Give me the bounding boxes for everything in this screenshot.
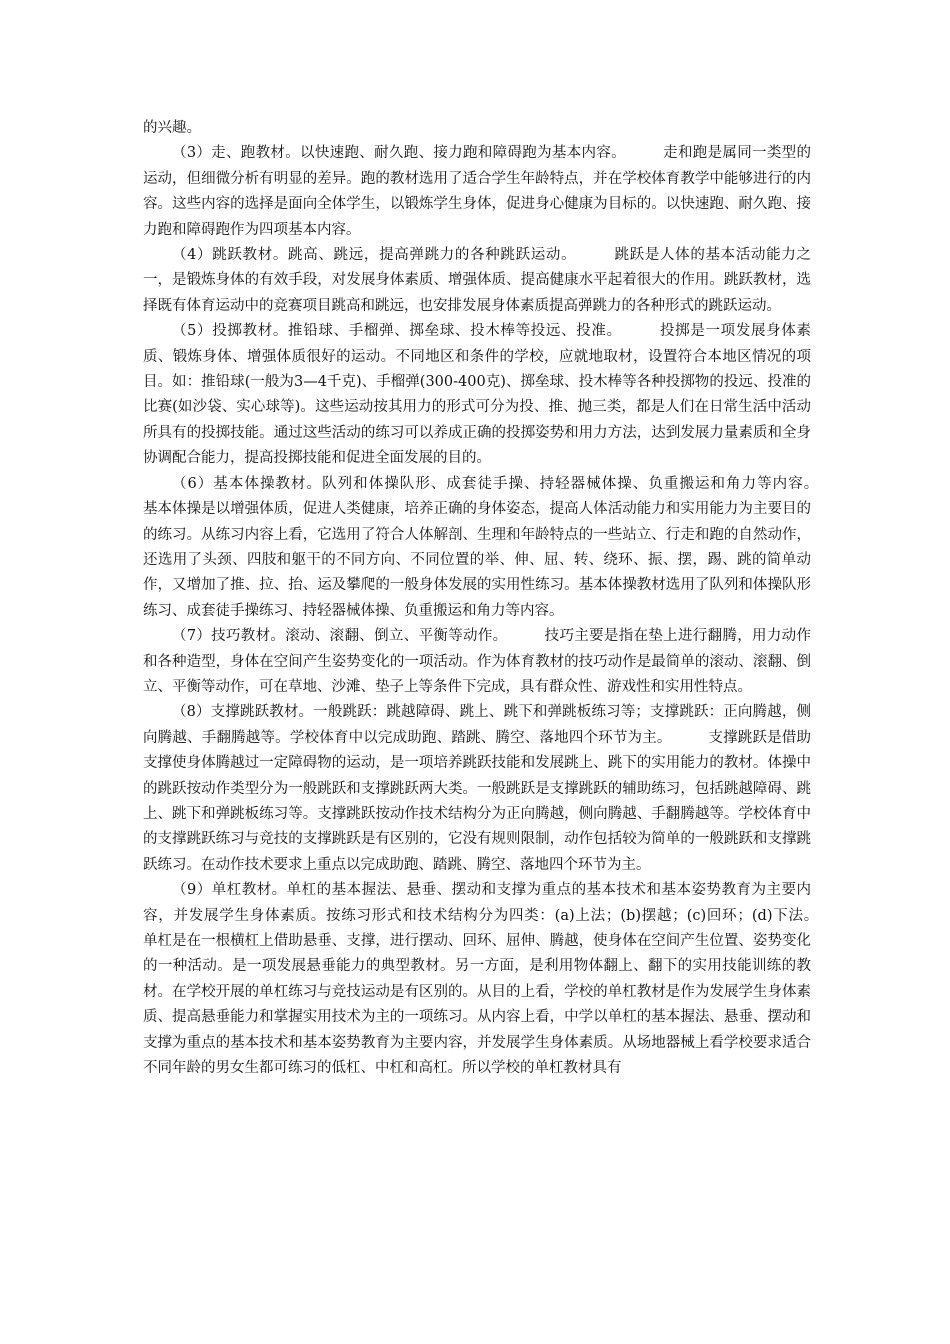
paragraph-horizontal-bar: （9）单杠教材。单杠的基本握法、悬垂、摆动和支撑为重点的基本技术和基本姿势教育为主要内容，并发展学生身体素质。按练习形式和技术结构分为四类：(a)上法；(b)摆越；(c)回环；(d)下法。 单杠是在一根横杠上借助悬垂、支撑，进行摆动、回环、屈伸、腾越，使身体在空间产生位置、姿势变化的一种活动。是一项发展悬垂能力的典型教材。另一方面，是利用物体翻上、翻下的实用技能训练的教材。在学校开展的单杠练习与竞技运动是有区别的。从目的上看，学校的单杠教材是作为发展学生身体素质、提高悬垂能力和掌握实用技术为主的一项练习。从内容上看，中学以单杠的基本握法、悬垂、摆动和支撑为重点的基本技术和基本姿势教育为主要内容，并发展学生身体素质。从场地器械上看学校要求适合不同年龄的男女生都可练习的低杠、中杠和高杠。所以学校的单杠教材具有 bbox=[143, 882, 855, 1077]
paragraph-running: （3）走、跑教材。以快速跑、耐久跑、接力跑和障碍跑为基本内容。 走和跑是属同一类型的运动，但细微分析有明显的差异。跑的教材选用了适合学生年龄特点，并在学校体育教学中能够进行的内容。这些内容的选择是面向全体学生，以锻炼学生身体，促进身心健康为目标的。以快速跑、耐久跑、接力跑和障碍跑作为四项基本内容。 bbox=[143, 145, 811, 238]
paragraph-1: 的兴趣。 bbox=[143, 120, 201, 136]
document-body bbox=[143, 116, 855, 1081]
paragraph-gymnastics: （6）基本体操教材。队列和体操队形、成套徒手操、持轻器械体操、负重搬运和角力等内容。 基本体操是以增强体质，促进人类健康，培养正确的身体姿态，提高人体活动能力和实用能力为主要目的的练习。从练习内容上看，它选用了符合人体解剖、生理和年龄特点的一些站立、行走和跑的自然动作，还选用了头颈、四肢和躯干的不同方向、不同位置的举、伸、屈、转、绕环、振、摆，踢、跳的简单动作，又增加了推、拉、抬、运及攀爬的一般身体发展的实用性练习。基本体操教材选用了队列和体操队形练习、成套徒手操练习、持轻器械体操、负重搬运和角力等内容。 bbox=[143, 475, 855, 619]
paragraph-tumbling: （7）技巧教材。滚动、滚翻、倒立、平衡等动作。 技巧主要是指在垫上进行翻腾，用力动作和各种造型，身体在空间产生姿势变化的一项活动。作为体育教材的技巧动作是最简单的滚动、滚翻、倒立、平衡等动作，可在草地、沙滩、垫子上等条件下完成，具有群众性、游戏性和实用性特点。 bbox=[143, 628, 811, 695]
paragraph-jumping: （4）跳跃教材。跳高、跳远，提高弹跳力的各种跳跃运动。 跳跃是人体的基本活动能力之一，是锻炼身体的有效手段，对发展身体素质、增强体质、提高健康水平起着很大的作用。跳跃教材，选择既有体育运动中的竞赛项目跳高和跳远，也安排发展身体素质提高弹跳力的各种形式的跳跃运动。 bbox=[143, 247, 811, 314]
paragraph-vaulting: （8）支撑跳跃教材。一般跳跃：跳越障碍、跳上、跳下和弹跳板练习等；支撑跳跃：正向腾越，侧向腾越、手翻腾越等。学校体育中以完成助跑、踏跳、腾空、落地四个环节为主。 支撑跳跃是借助支撑使身体腾越过一定障碍物的运动，是一项培养跳跃技能和发展跳上、跳下的实用能力的教材。体操中的跳跃按动作类型分为一般跳跃和支撑跳跃两大类。一般跳跃是支撑跳跃的辅助练习，包括跳越障碍、跳上、跳下和弹跳板练习等。支撑跳跃按动作技术结构分为正向腾越，侧向腾越、手翻腾越等。学校体育中的支撑跳跃练习与竞技的支撑跳跃是有区别的，它没有规则限制，动作包括较为简单的一般跳跃和支撑跳跃练习。在动作技术要求上重点以完成助跑、踏跳、腾空、落地四个环节为主。 bbox=[143, 704, 811, 873]
paragraph-throwing: （5）投掷教材。推铅球、手榴弹、掷垒球、投木棒等投远、投准。 投掷是一项发展身体素质、锻炼身体、增强体质很好的运动。不同地区和条件的学校，应就地取材，设置符合本地区情况的项目。如：推铅球(一般为3—4千克)、手榴弹(300-400克)、掷垒球、投木棒等各种投掷物的投远、投准的比赛(如沙袋、实心球等)。这些运动按其用力的形式可分为投、推、抛三类，都是人们在日常生活中活动所具有的投掷技能。通过这些活动的练习可以养成正确的投掷姿势和用力方法，达到发展力量素质和全身协调配合能力，提高投掷技能和促进全面发展的目的。 bbox=[143, 323, 811, 467]
